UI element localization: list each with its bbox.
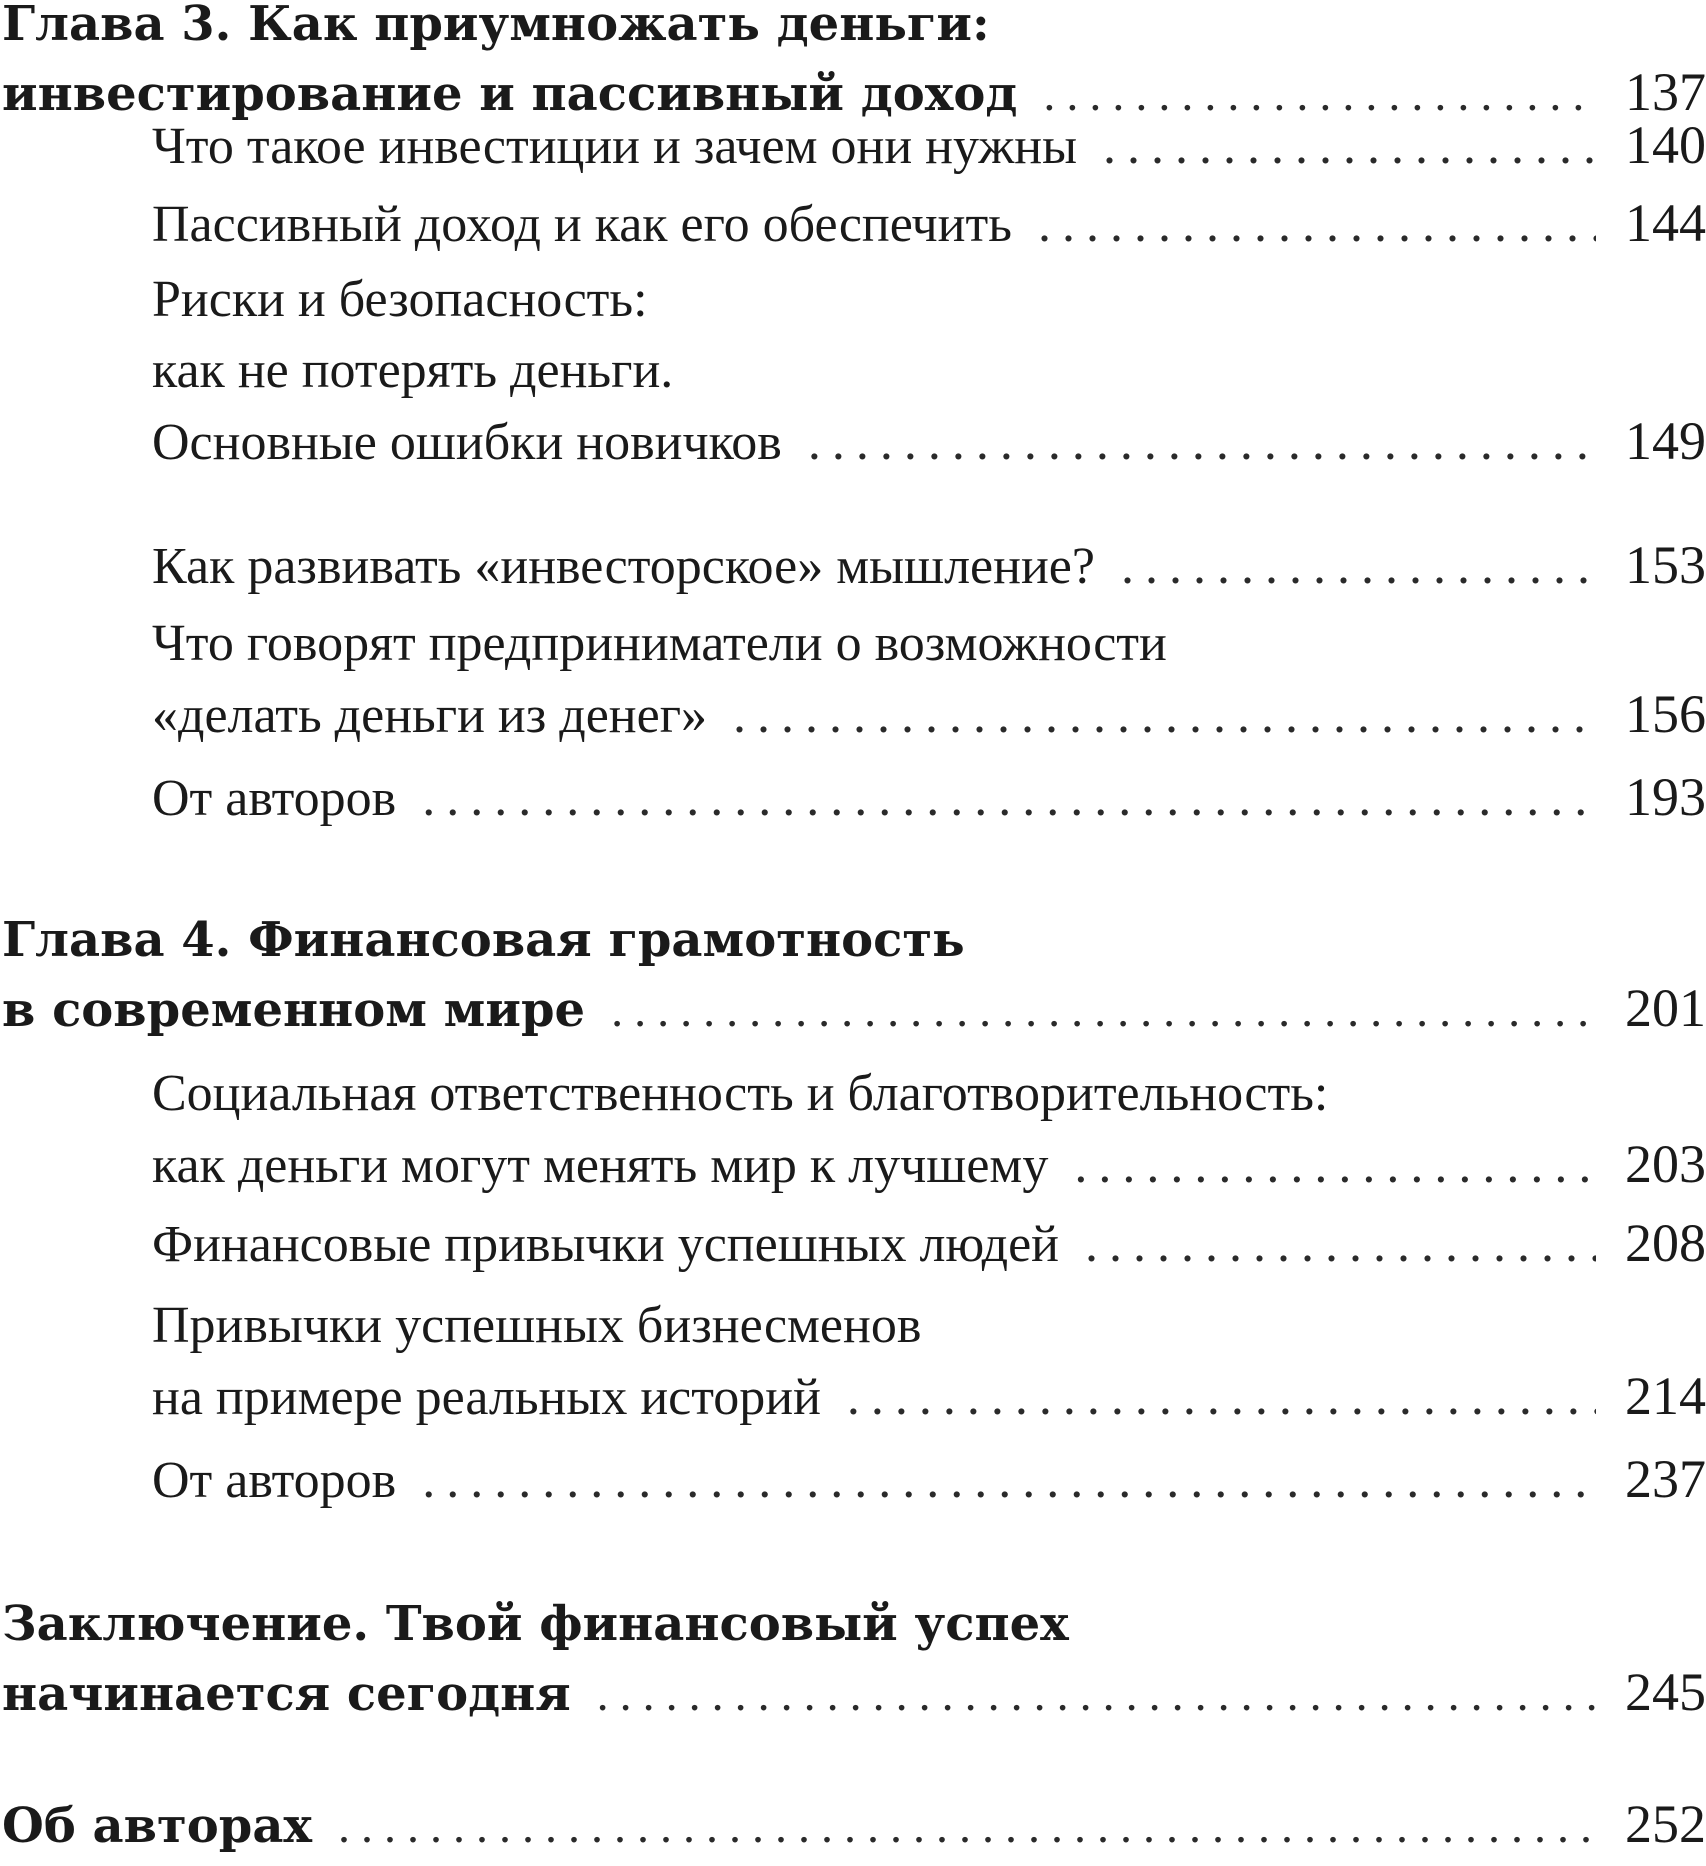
page-number: 252 [1625,1794,1706,1854]
section-title: Что такое инвестиции и зачем они нужны [152,118,1078,175]
about-authors-entry[interactable] [2,1790,1706,1861]
toc-entry-entrepreneurs[interactable] [152,608,1706,751]
chapter-title: Об авторах [2,1798,313,1854]
dot-leader [808,407,1596,478]
chapter-title: в современном мире [2,982,586,1038]
dot-leader [847,1362,1596,1433]
chapter-title: Глава 4. Финансовая грамотность [2,912,965,968]
section-title: Социальная ответственность и благотворительность: [152,1065,1329,1122]
toc-entry-risks[interactable] [152,264,1706,478]
chapter-title: начинается сегодня [2,1666,571,1722]
section-title: Риски и безопасность: [152,271,648,328]
toc-entry-from-authors-2[interactable] [152,1444,1706,1516]
dot-leader [338,1793,1596,1861]
toc-entry-passive-income[interactable] [152,188,1706,260]
page-number: 156 [1625,684,1706,744]
section-title: Основные ошибки новичков [152,414,782,471]
chapter-title: инвестирование и пассивный доход [2,66,1018,122]
toc-entry-financial-habits[interactable] [152,1208,1706,1280]
dot-leader [597,1661,1596,1729]
dot-leader [1038,189,1596,260]
page-number: 137 [1625,62,1706,122]
toc-entry-investor-mindset[interactable] [152,530,1706,602]
toc-entry-from-authors[interactable] [152,762,1706,834]
chapter-title: Заключение. Твой финансовый успех [2,1596,1069,1652]
page-number: 193 [1625,767,1706,827]
section-title: как деньги могут менять мир к лучшему [152,1137,1049,1194]
section-title: От авторов [152,1452,397,1509]
section-title: Привычки успешных бизнесменов [152,1297,922,1354]
page-number: 245 [1625,1662,1706,1722]
page-number: 153 [1625,535,1706,595]
dot-leader [1085,1209,1596,1280]
page-number: 237 [1625,1449,1706,1509]
page-number: 201 [1625,978,1706,1038]
page-number: 144 [1625,193,1706,253]
page-number: 214 [1625,1366,1706,1426]
dot-leader [1121,531,1596,602]
section-title: Что говорят предприниматели о возможности [152,615,1167,672]
toc-entry-investments[interactable] [152,110,1706,182]
dot-leader [422,763,1596,834]
section-title: на примере реальных историй [152,1369,821,1426]
dot-leader [1103,111,1596,182]
conclusion-entry[interactable] [2,1590,1706,1729]
toc-entry-business-habits[interactable] [152,1290,1706,1433]
dot-leader [611,977,1596,1045]
toc-entry-social-responsibility[interactable] [152,1058,1706,1201]
chapter-title-line [2,0,1706,58]
page-number: 140 [1625,115,1706,175]
section-title: Пассивный доход и как его обеспечить [152,196,1012,253]
chapter-title: Глава 3. Как приумножать деньги: [2,0,990,52]
dot-leader [422,1445,1596,1516]
chapter-4-entry[interactable] [2,906,1706,1045]
page-number: 149 [1625,411,1706,471]
section-title: Финансовые привычки успешных людей [152,1216,1060,1273]
page-number: 203 [1625,1134,1706,1194]
section-title: От авторов [152,770,397,827]
section-title: Как развивать «инвесторское» мышление? [152,538,1095,595]
dot-leader [1074,1130,1596,1201]
page-number: 208 [1625,1213,1706,1273]
dot-leader [733,680,1596,751]
section-title: «делать деньги из денег» [152,687,708,744]
section-title: как не потерять деньги. [152,342,674,399]
